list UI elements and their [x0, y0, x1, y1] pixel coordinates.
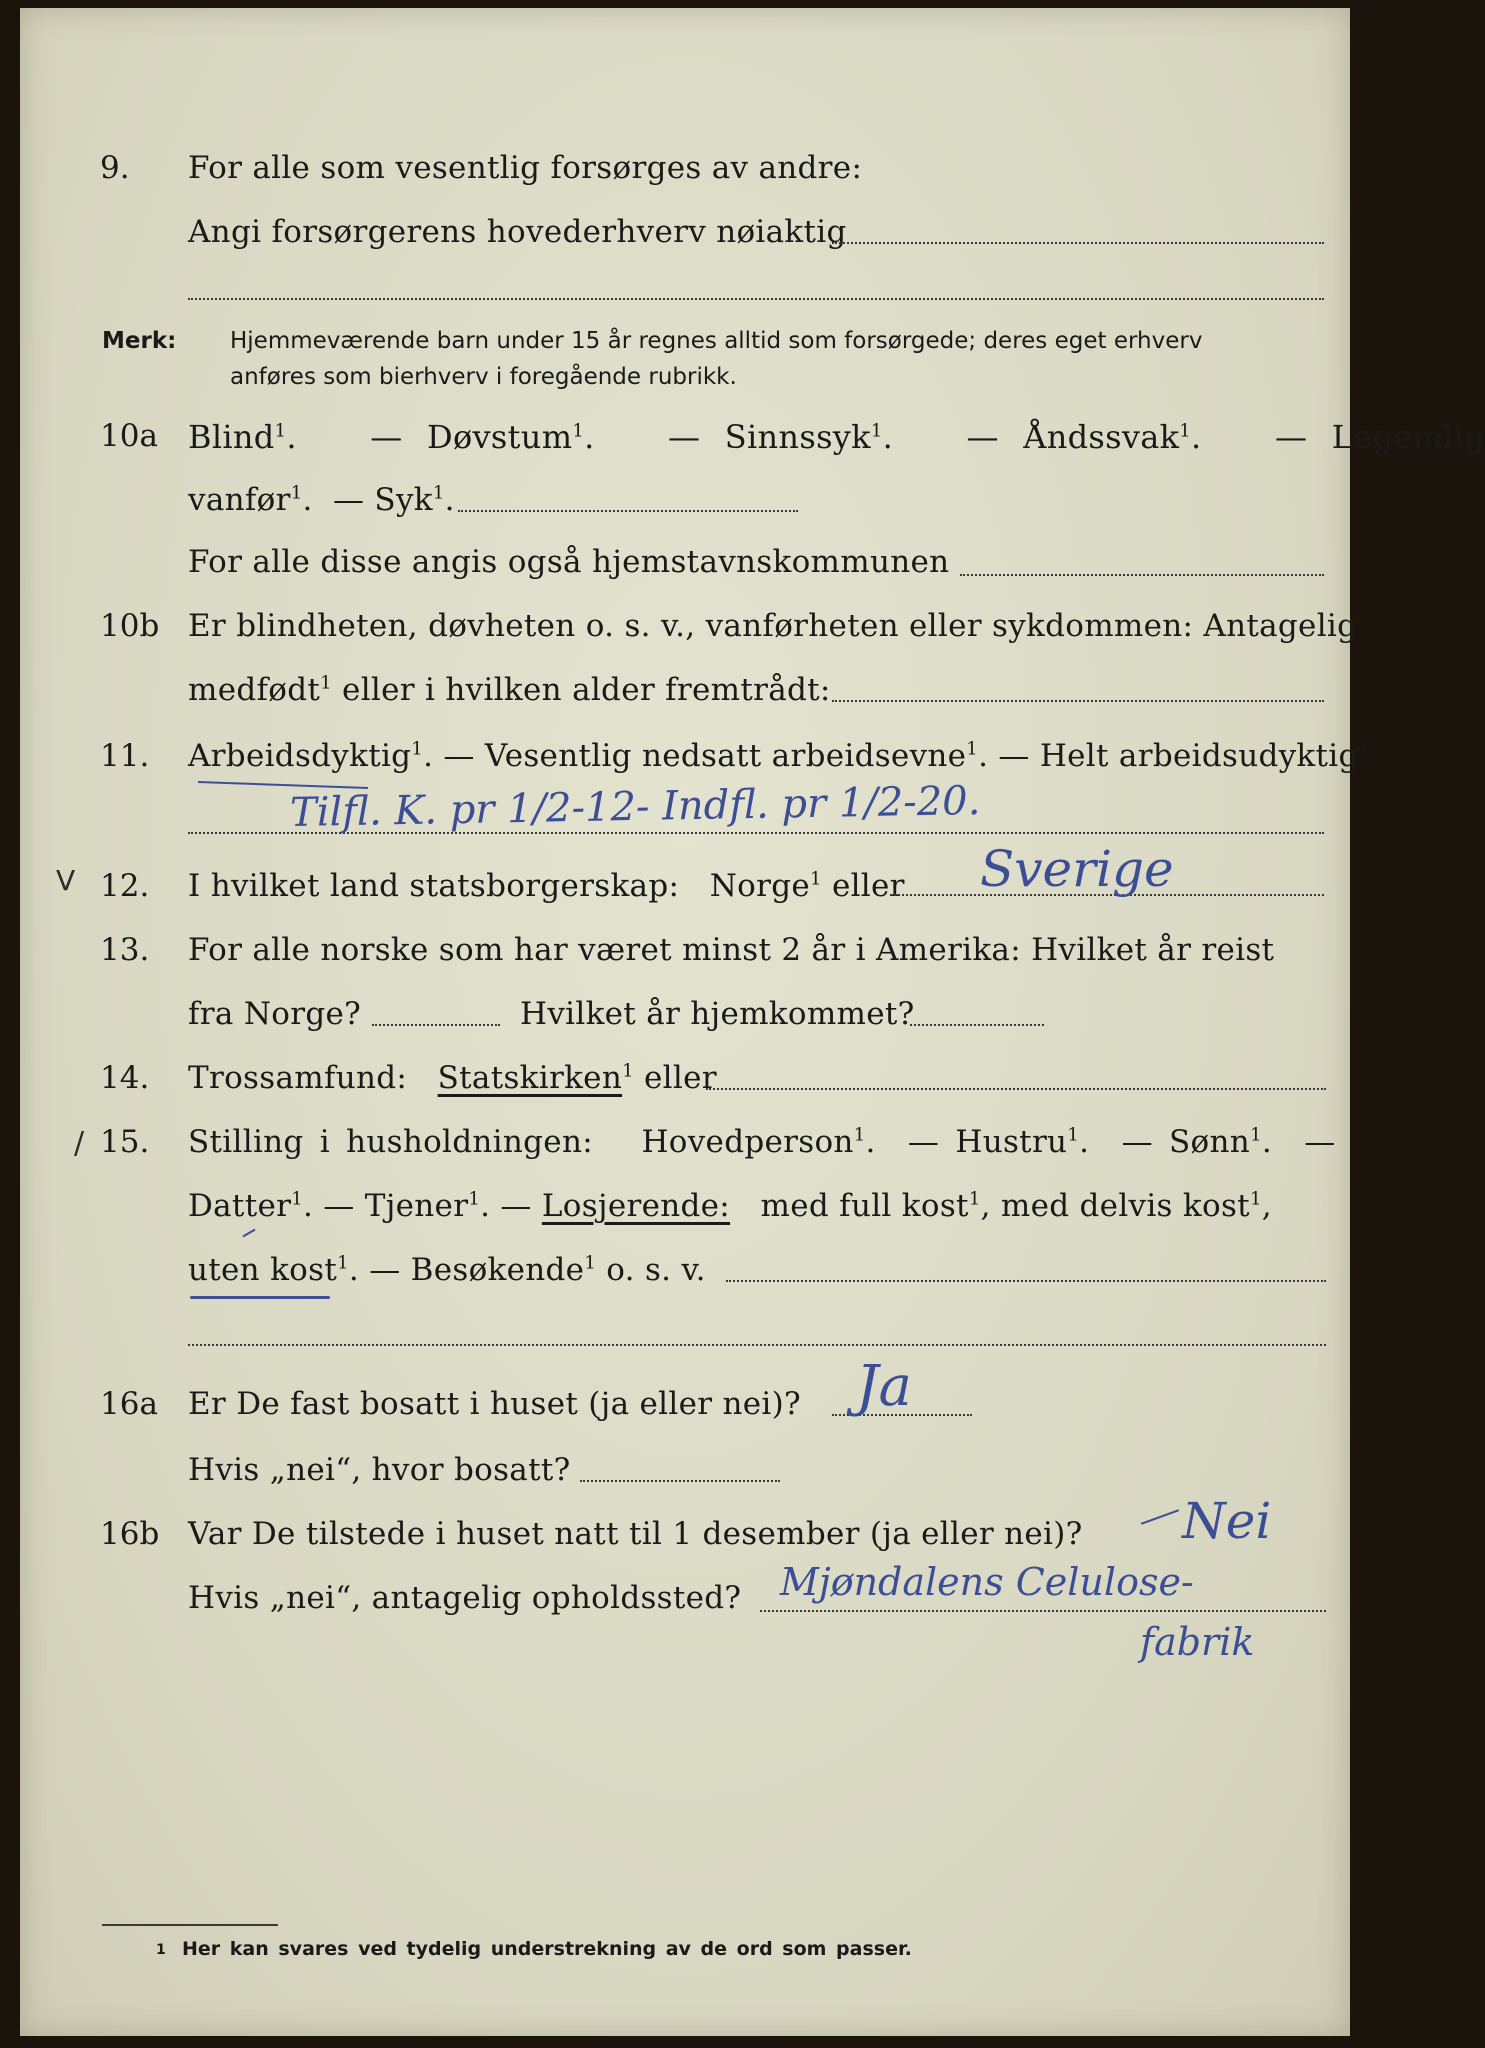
option-sinnssyk: — Sinnssyk: [668, 418, 871, 456]
census-form-page: [20, 8, 1485, 2036]
option-norge: Norge: [709, 868, 811, 904]
q16b-handwritten-strike: [1141, 1509, 1179, 1525]
option-full-kost: med full kost: [760, 1188, 969, 1224]
q12-handwritten-answer: Sverige: [980, 840, 1174, 898]
option-legemlig: — Legemlig: [1274, 418, 1485, 456]
q9-answer-line: [832, 242, 1324, 244]
q11-handwritten-note: Tilfl. K. pr 1/2-12- Indfl. pr 1/2-20.: [289, 777, 981, 837]
q9-second-answer-line: [188, 298, 1324, 300]
option-andssvak: — Åndssvak: [966, 418, 1180, 456]
footnote-rule: [102, 1924, 278, 1926]
checkmark-q15: /: [74, 1126, 85, 1161]
q14-line: Trossamfund: Statskirken$^1$ eller: [188, 1060, 717, 1096]
q10a-hjemstavn-line: [960, 574, 1324, 576]
checkmark-q12: V: [56, 864, 76, 897]
q15-handwritten-underline: [190, 1296, 330, 1299]
q10b-line2: medfødt$^1$ eller i hvilken alder fremtrådt:: [188, 672, 831, 708]
q13-line2b: Hvilket år hjemkommet?: [520, 996, 915, 1032]
q10a-answer-line: [458, 510, 798, 512]
q16a-line1: Er De fast bosatt i huset (ja eller nei)?: [188, 1386, 801, 1422]
q15-answer-line: [726, 1280, 1326, 1282]
option-vanfor: vanfør: [188, 482, 291, 518]
q13-number: 13.: [100, 932, 150, 968]
q15-line3: uten kost$^1$. — Besøkende$^1$ o. s. v.: [188, 1252, 706, 1288]
option-losjerende: Losjerende:: [541, 1188, 731, 1224]
q16b-line1: Var De tilstede i huset natt til 1 desember (ja eller nei)?: [188, 1516, 1083, 1552]
q13-line2a: fra Norge?: [188, 996, 362, 1032]
q12-line: I hvilket land statsborgerskap: Norge$^1$ eller: [188, 868, 905, 904]
q10b-line1: Er blindheten, døvheten o. s. v., vanførheten eller sykdommen: Antagelig: [188, 608, 1358, 644]
option-blind: Blind: [188, 418, 275, 456]
q10b-number: 10b: [100, 608, 160, 644]
q16a-handwritten-answer: Ja: [856, 1354, 912, 1419]
q15-line1: Stilling i husholdningen: Hovedperson$^1$. — Hustru$^1$. — Sønn$^1$. —: [188, 1124, 1336, 1160]
q9-line2: Angi forsørgerens hovederhverv nøiaktig: [188, 214, 847, 250]
option-hustru: — Hustru: [907, 1124, 1068, 1160]
option-arbeidsudyktig: — Helt arbeidsudyktig: [998, 738, 1359, 774]
q10a-number: 10a: [100, 418, 158, 454]
q15-second-answer-line: [188, 1344, 1326, 1346]
q9-line1: For alle som vesentlig forsørges av andre:: [188, 150, 863, 186]
merk-label: Merk:: [102, 328, 177, 354]
q16a-bosatt-line: [580, 1480, 780, 1482]
q10b-answer-line: [832, 700, 1324, 702]
option-datter: Datter: [188, 1188, 292, 1224]
q16a-line2: Hvis „nei“, hvor bosatt?: [188, 1452, 571, 1488]
q15-line2: Datter$^1$. — Tjener$^1$. — Losjerende: med full kost$^1$, med delvis kost$^1$,: [188, 1188, 1272, 1224]
option-dovstum: — Døvstum: [370, 418, 573, 456]
option-arbeidsdyktig: Arbeidsdyktig: [188, 738, 412, 774]
q16b-handwritten-place-line2: fabrik: [1140, 1620, 1255, 1664]
q10a-line3: For alle disse angis også hjemstavnskommunen: [188, 544, 950, 580]
option-nedsatt-arbeidsevne: — Vesentlig nedsatt arbeidsevne: [443, 738, 967, 774]
option-syk: — Syk: [332, 482, 433, 518]
q11-handwritten-stroke: [198, 781, 368, 789]
q10a-line1: Blind$^1$. — Døvstum$^1$. — Sinnssyk$^1$. — Åndssvak$^1$. — Legemlig: [188, 418, 1485, 456]
option-sonn: — Sønn: [1121, 1124, 1251, 1160]
q16b-line2: Hvis „nei“, antagelig opholdssted?: [188, 1580, 742, 1616]
q16b-handwritten-answer: Nei: [1182, 1492, 1272, 1550]
option-besokende: — Besøkende: [369, 1252, 585, 1288]
option-uten-kost: uten kost: [188, 1252, 338, 1288]
q11-number: 11.: [100, 738, 150, 774]
merk-line2: anføres som bierhverv i foregående rubrikk.: [230, 364, 737, 390]
q15-number: 15.: [100, 1124, 150, 1160]
q16b-answer-line: [760, 1610, 1326, 1612]
option-medfodt: medfødt: [188, 672, 321, 708]
q12-number: 12.: [100, 868, 150, 904]
q10a-line2: vanfør$^1$. — Syk$^1$.: [188, 482, 455, 518]
footnote-text: Her kan svares ved tydelig understrekning av de ord som passer.: [182, 1938, 912, 1960]
q16b-handwritten-place-line1: Mjøndalens Celulose-: [780, 1560, 1194, 1604]
q15-handwritten-tick: [242, 1229, 255, 1238]
q16a-number: 16a: [100, 1386, 158, 1422]
q13-hjemkommet-line: [910, 1024, 1044, 1026]
q14-number: 14.: [100, 1060, 150, 1096]
merk-line1: Hjemmeværende barn under 15 år regnes alltid som forsørgede; deres eget erhverv: [230, 328, 1203, 354]
q13-line1: For alle norske som har været minst 2 år i Amerika: Hvilket år reist: [188, 932, 1275, 968]
q9-number: 9.: [100, 150, 130, 186]
q16b-number: 16b: [100, 1516, 160, 1552]
q13-reist-line: [372, 1024, 500, 1026]
option-hovedperson: Hovedperson: [641, 1124, 854, 1160]
option-statskirken: Statskirken: [437, 1060, 623, 1096]
option-delvis-kost: , med delvis kost: [980, 1188, 1250, 1224]
option-tjener: — Tjener: [323, 1188, 469, 1224]
q11-line1: Arbeidsdyktig$^1$. — Vesentlig nedsatt arbeidsevne$^1$. — Helt arbeidsudyktig$^1$.: [188, 738, 1381, 774]
footnote-number: 1: [156, 1942, 166, 1958]
q14-answer-line: [706, 1088, 1326, 1090]
